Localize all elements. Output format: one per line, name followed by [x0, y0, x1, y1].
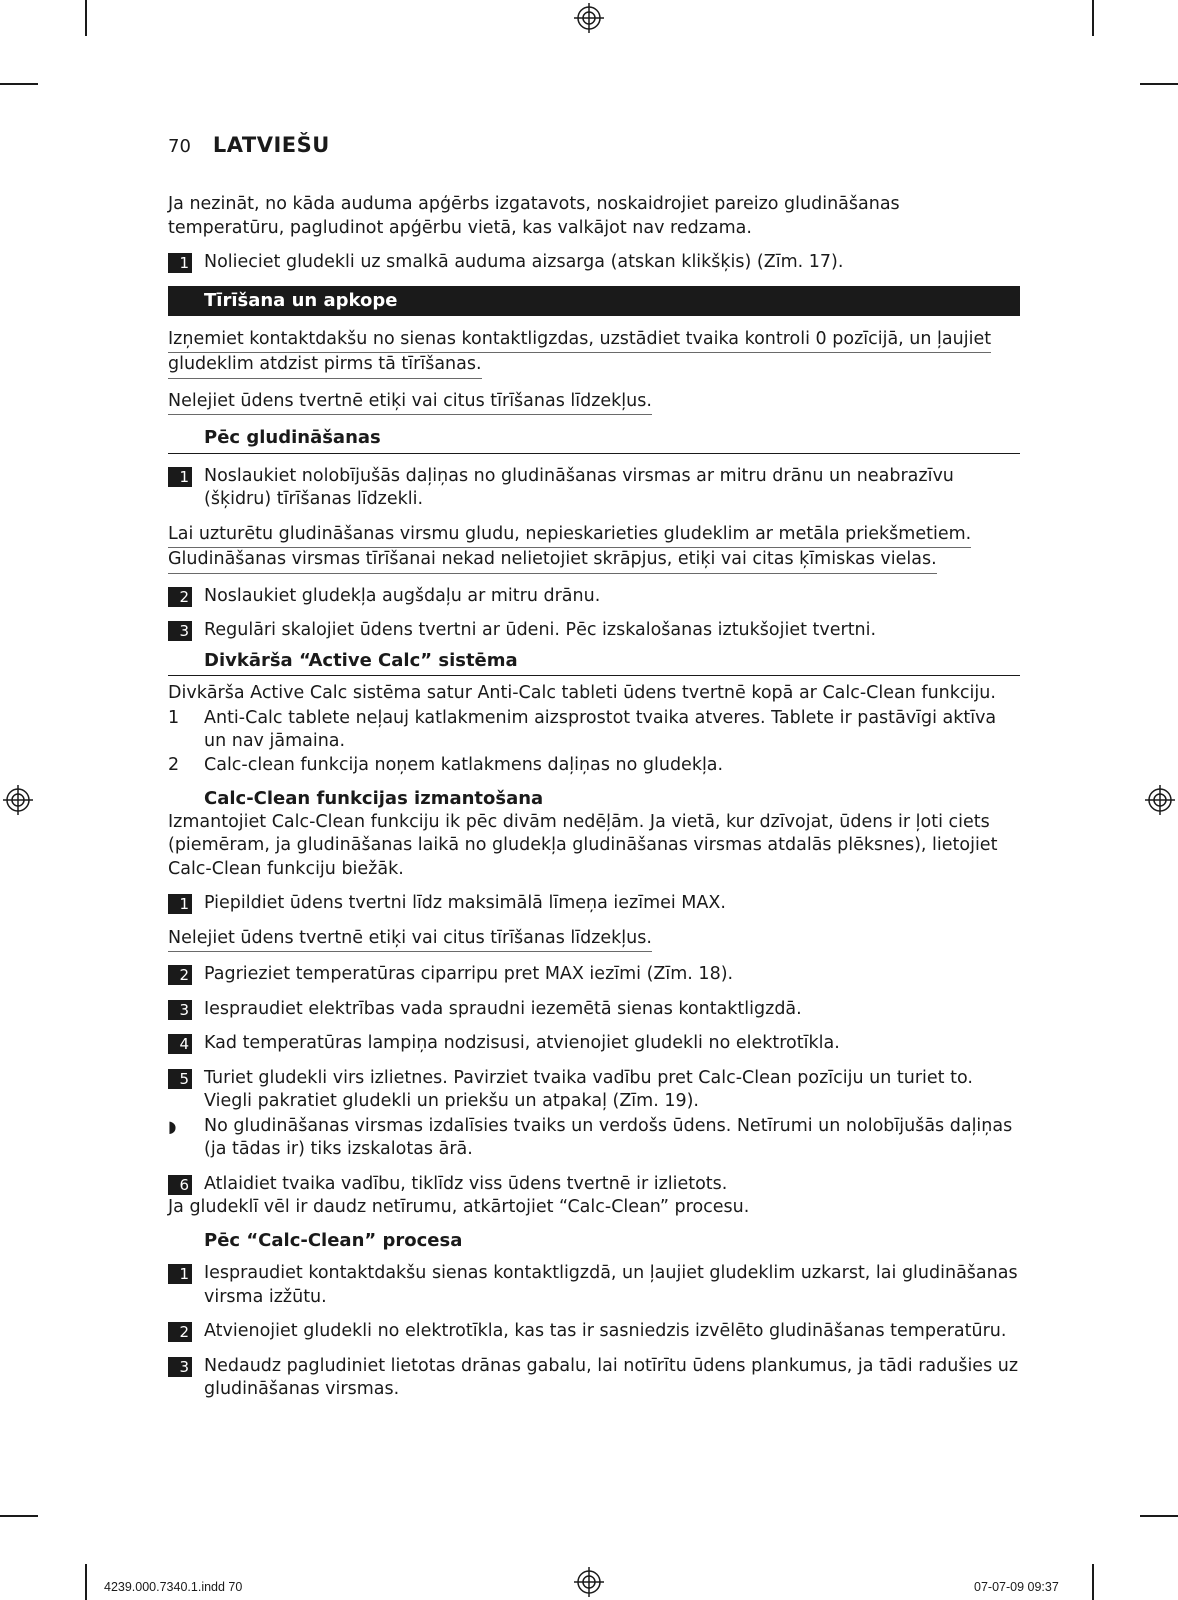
- warning-soleplate: [168, 523, 1020, 574]
- step-text: Atlaidiet tvaika vadību, tiklīdz viss ūdens tvertnē ir izlietots.: [204, 1173, 728, 1194]
- step-number: 2: [168, 965, 192, 985]
- step-text: Pagrieziet temperatūras ciparripu pret MAX iezīmi (Zīm. 18).: [204, 964, 734, 984]
- active-calc-item-2: [168, 754, 1020, 778]
- page-header: [168, 133, 330, 163]
- step-text: Iespraudiet kontaktdakšu sienas kontaktligzdā, un ļaujiet gludeklim uzkarst, lai gludināšanas virsma izžūtu.: [204, 1263, 1018, 1307]
- footer-file-info: 4239.000.7340.1.indd 70: [104, 1580, 243, 1594]
- calc-clean-step-2: [168, 963, 1020, 987]
- intro-step-1: [168, 251, 1020, 275]
- after-calc-clean-step-3: [168, 1355, 1020, 1402]
- step-number: 1: [168, 467, 192, 487]
- warning-no-vinegar: [168, 390, 1020, 416]
- crop-mark: [85, 1564, 87, 1600]
- step-number: 2: [168, 587, 192, 607]
- intro-paragraph: Ja nezināt, no kāda auduma apģērbs izgatavots, noskaidrojiet pareizo gludināšanas temperatūru, pagludinot apģērbu vietā, kas valkājot nav redzama.: [168, 194, 900, 238]
- crop-mark: [1140, 83, 1178, 85]
- crop-mark: [0, 83, 38, 85]
- crop-mark: [85, 0, 87, 36]
- crop-mark: [1140, 1515, 1178, 1517]
- crop-mark: [0, 1515, 38, 1517]
- after-ironing-step-3: [168, 619, 1020, 643]
- step-number: 6: [168, 1175, 192, 1195]
- warning-line: Izņemiet kontaktdakšu no sienas kontaktligzdas, uzstādiet tvaika kontroli 0 pozīcijā, un ļaujiet: [168, 328, 991, 354]
- step-text: Iespraudiet elektrības vada spraudni iezemētā sienas kontaktligzdā.: [204, 998, 802, 1019]
- language-title: LATVIEŠU: [212, 133, 330, 157]
- registration-mark-icon: [574, 3, 604, 33]
- page-content: [168, 193, 1020, 1413]
- step-text: Turiet gludekli virs izlietnes. Pavirziet tvaika vadību pret Calc-Clean pozīciju un turiet to. Viegli pakratiet gludekli un priekšu un atpakaļ (Zīm. 19).: [204, 1067, 973, 1111]
- step-number: 4: [168, 1034, 192, 1054]
- section-title-cleaning: Tīrīšana un apkope: [168, 286, 1020, 316]
- calc-clean-step-1: [168, 892, 1020, 916]
- warning-line: gludeklim atdzist pirms tā tīrīšanas.: [168, 353, 482, 379]
- calc-clean-result: [168, 1115, 1020, 1162]
- footer-datetime: 07-07-09 09:37: [974, 1580, 1059, 1594]
- after-ironing-step-1: [168, 465, 1020, 512]
- warning-line: Gludināšanas virsmas tīrīšanai nekad nelietojiet skrāpjus, etiķi vai citas ķīmiskas vielas.: [168, 548, 937, 574]
- crop-mark: [1092, 1564, 1094, 1600]
- crop-mark: [1092, 0, 1094, 36]
- step-number: 2: [168, 1322, 192, 1342]
- subhead-after-calc-clean: Pēc “Calc-Clean” procesa: [204, 1229, 463, 1251]
- step-text: Kad temperatūras lampiņa nodzisusi, atvienojiet gludekli no elektrotīkla.: [204, 1033, 840, 1053]
- step-number: 3: [168, 1000, 192, 1020]
- step-number: 3: [168, 1357, 192, 1377]
- after-calc-clean-step-1: [168, 1262, 1020, 1309]
- calc-clean-intro: Izmantojiet Calc-Clean funkciju ik pēc divām nedēļām. Ja vietā, kur dzīvojat, ūdens ir ļoti ciets (piemēram, ja gludināšanas laikā no gludekļa gludināšanas virsmas atdalās plēksnes), lietojiet Calc-Clean funkciju biežāk.: [168, 811, 998, 879]
- after-calc-clean-step-2: [168, 1320, 1020, 1344]
- list-text: Calc-clean funkcija noņem katlakmens daļiņas no gludekļa.: [204, 754, 724, 775]
- registration-mark-icon: [574, 1567, 604, 1597]
- warning-unplug: [168, 328, 1020, 379]
- step-text: Piepildiet ūdens tvertni līdz maksimālā līmeņa iezīmei MAX.: [204, 893, 726, 913]
- warning-line: Nelejiet ūdens tvertnē etiķi vai citus tīrīšanas līdzekļus.: [168, 390, 652, 416]
- list-number: 2: [168, 754, 180, 775]
- list-text: Anti-Calc tablete neļauj katlakmenim aizsprostot tvaika atveres. Tablete ir pastāvīgi aktīva un nav jāmaina.: [204, 707, 997, 751]
- result-arrow-icon: ◗: [168, 1116, 177, 1136]
- active-calc-item-1: [168, 707, 1020, 754]
- warning-no-vinegar-2: [168, 927, 1020, 953]
- subhead-active-calc: Divkārša “Active Calc” sistēma: [168, 649, 1020, 677]
- warning-line: Lai uzturētu gludināšanas virsmu gludu, nepieskarieties gludeklim ar metāla priekšmetiem.: [168, 523, 971, 549]
- step-text: Atvienojiet gludekli no elektrotīkla, kas tas ir sasniedzis izvēlēto gludināšanas temperatūru.: [204, 1321, 1007, 1341]
- step-number: 1: [168, 1264, 192, 1284]
- step-text: Noslaukiet gludekļa augšdaļu ar mitru drānu.: [204, 585, 601, 606]
- step-number: 5: [168, 1069, 192, 1089]
- calc-clean-step-5: [168, 1067, 1020, 1114]
- subhead-calc-clean: Calc-Clean funkcijas izmantošana: [204, 788, 544, 809]
- list-number: 1: [168, 707, 180, 728]
- step-text: Nolieciet gludekli uz smalkā auduma aizsarga (atskan klikšķis) (Zīm. 17).: [204, 252, 844, 272]
- step-text: Noslaukiet nolobījušās daļiņas no gludināšanas virsmas ar mitru drānu un neabrazīvu (šķidru) tīrīšanas līdzekli.: [204, 465, 954, 509]
- result-text: No gludināšanas virsmas izdalīsies tvaiks un verdošs ūdens. Netīrumi un nolobījušās daļiņas (ja tādas ir) tiks izskalotas ārā.: [204, 1115, 1013, 1159]
- calc-clean-note: Ja gludeklī vēl ir daudz netīrumu, atkārtojiet “Calc-Clean” procesu.: [168, 1197, 750, 1217]
- registration-mark-icon: [1145, 785, 1175, 815]
- calc-clean-step-4: [168, 1032, 1020, 1056]
- calc-clean-step-3: [168, 998, 1020, 1022]
- step-number: 1: [168, 894, 192, 914]
- step-text: Nedaudz pagludiniet lietotas drānas gabalu, lai notīrītu ūdens plankumus, ja tādi radušies uz gludināšanas virsmas.: [204, 1355, 1019, 1399]
- step-number: 1: [168, 253, 192, 273]
- page-number: 70: [168, 136, 191, 157]
- calc-clean-step-6: [168, 1173, 1020, 1197]
- step-text: Regulāri skalojiet ūdens tvertni ar ūdeni. Pēc izskalošanas iztukšojiet tvertni.: [204, 620, 877, 640]
- step-number: 3: [168, 621, 192, 641]
- active-calc-intro: Divkārša Active Calc sistēma satur Anti-Calc tableti ūdens tvertnē kopā ar Calc-Clean funkciju.: [168, 683, 996, 703]
- subhead-after-ironing: Pēc gludināšanas: [168, 426, 1020, 454]
- registration-mark-icon: [3, 785, 33, 815]
- after-ironing-step-2: [168, 585, 1020, 609]
- warning-line: Nelejiet ūdens tvertnē etiķi vai citus tīrīšanas līdzekļus.: [168, 927, 652, 953]
